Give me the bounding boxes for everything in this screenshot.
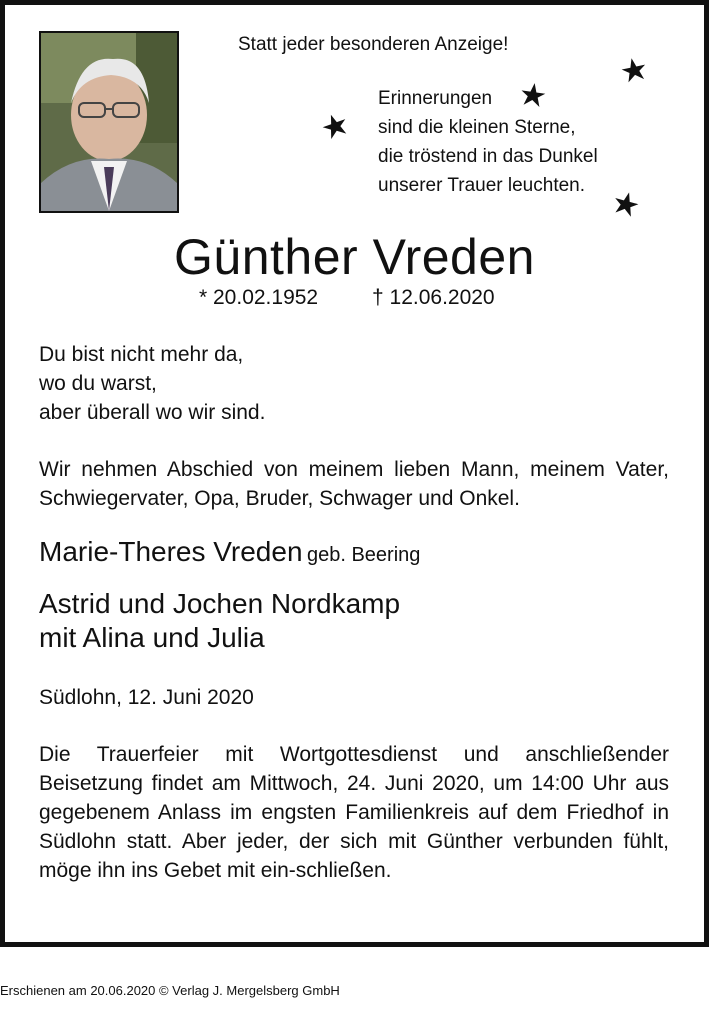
- spouse-line: [39, 536, 420, 568]
- place-date: Südlohn, 12. Juni 2020: [39, 686, 254, 709]
- poem: [378, 84, 598, 200]
- spouse-name: Marie-Theres Vreden: [39, 536, 303, 567]
- verse-line: aber überall wo wir sind.: [39, 401, 266, 424]
- children-block: [39, 587, 400, 655]
- verse: [39, 340, 265, 427]
- death-date: † 12.06.2020: [372, 286, 495, 309]
- poem-line: Erinnerungen: [378, 88, 493, 109]
- star-icon: [613, 191, 639, 217]
- star-icon: [520, 82, 546, 108]
- service-text: Die Trauerfeier mit Wortgottesdienst und anschließender Beisetzung findet am Mittwoch, 24. Juni 2020, um 14:00 Uhr aus gegebenem Anlass im engsten Familienkreis auf dem Friedhof in Südlohn statt. Aber jeder, der sich mit Günther verbunden fühlt, möge ihn ins Gebet mit ein-schließen.: [39, 743, 669, 882]
- farewell-text: Wir nehmen Abschied von meinem lieben Mann, meinem Vater, Schwiegervater, Opa, Bruder, Schwager und Onkel.: [39, 458, 669, 510]
- children-line: mit Alina und Julia: [39, 622, 265, 653]
- notice-text: Statt jeder besonderen Anzeige!: [238, 34, 509, 55]
- star-icon: [322, 113, 348, 139]
- poem-line: unserer Trauer leuchten.: [378, 175, 586, 196]
- publication-footer: Erschienen am 20.06.2020 © Verlag J. Mergelsberg GmbH: [0, 983, 340, 998]
- star-icon: [621, 57, 647, 83]
- deceased-name: Günther Vreden: [174, 229, 535, 285]
- children-line: Astrid und Jochen Nordkamp: [39, 588, 401, 619]
- verse-line: wo du warst,: [39, 372, 157, 395]
- poem-line: die tröstend in das Dunkel: [378, 146, 598, 167]
- verse-line: Du bist nicht mehr da,: [39, 343, 244, 366]
- birth-date: * 20.02.1952: [199, 286, 319, 309]
- portrait-photo: [39, 31, 179, 213]
- poem-line: sind die kleinen Sterne,: [378, 117, 576, 138]
- spouse-maiden-name: geb. Beering: [306, 544, 421, 566]
